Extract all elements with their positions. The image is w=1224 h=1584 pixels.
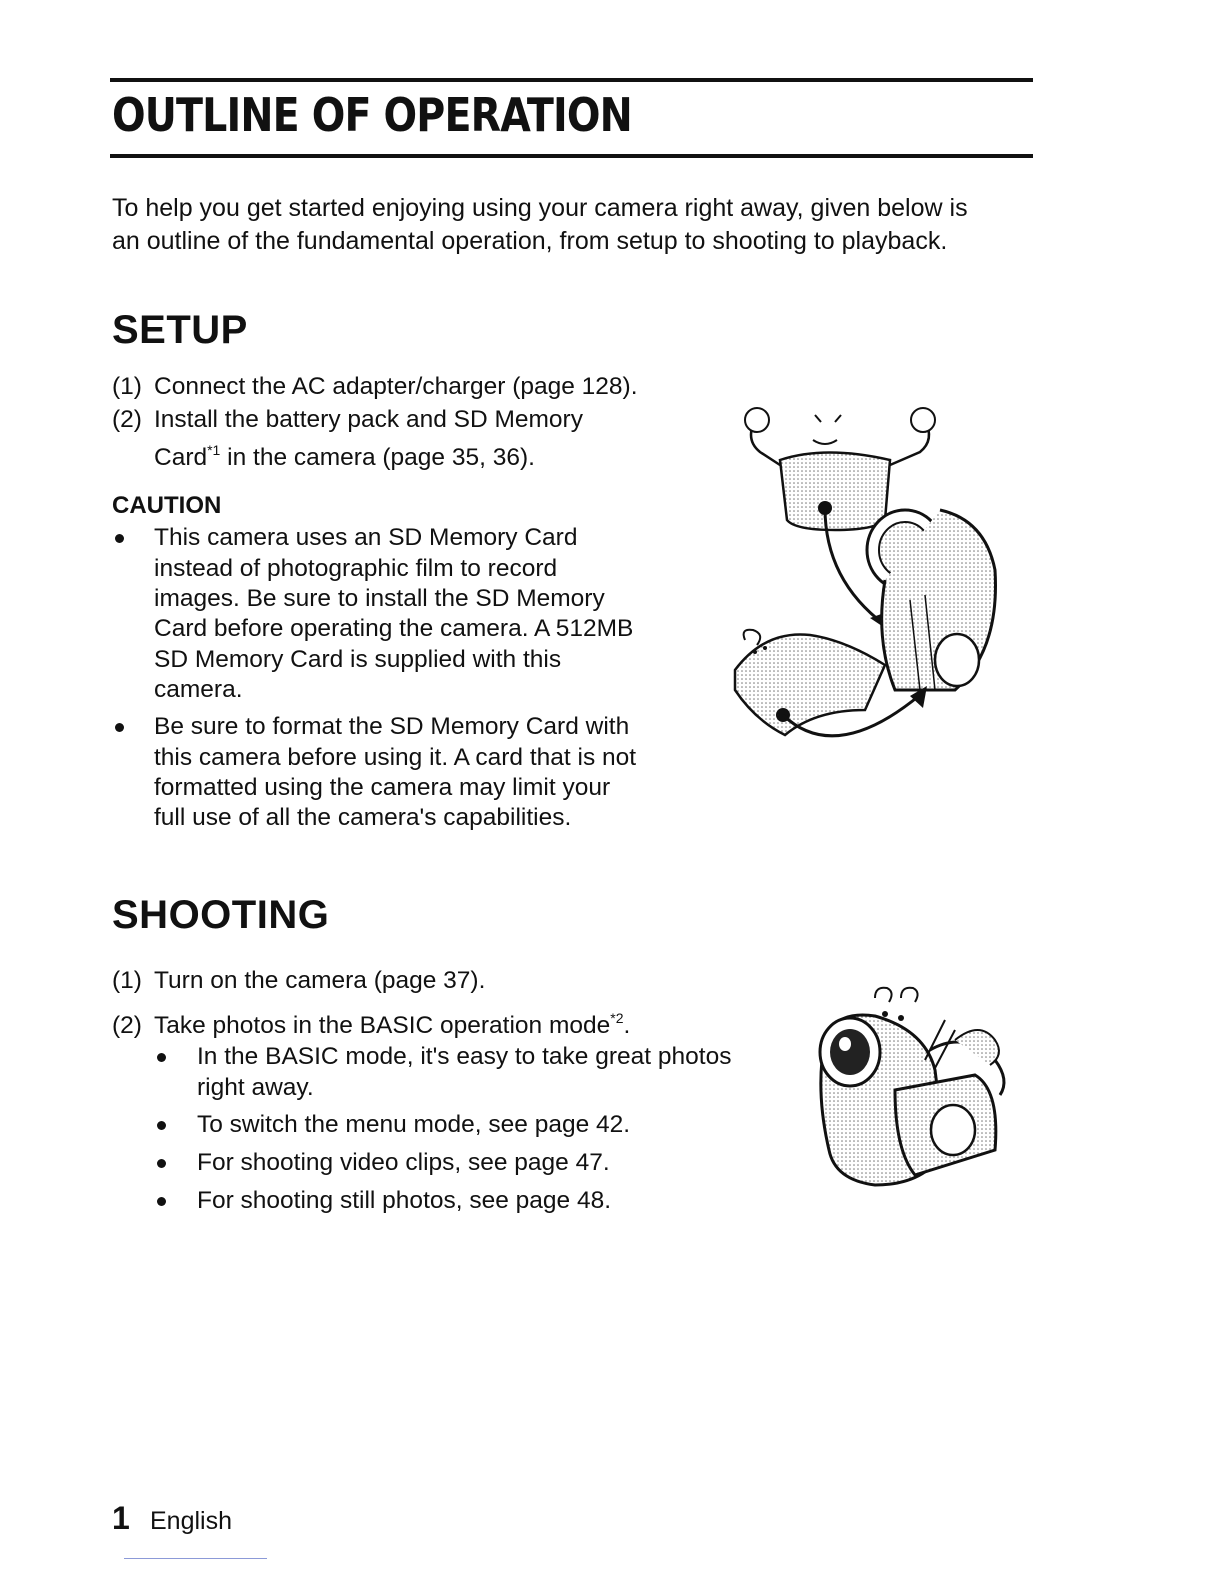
shooting-step-1 xyxy=(112,967,485,995)
title-rule-bottom xyxy=(110,154,1033,158)
caution1-line: camera. xyxy=(154,676,243,703)
camera-card-insert-illustration xyxy=(725,390,1015,770)
bullet-dot xyxy=(115,534,124,543)
step-text: Take photos in the BASIC operation mode xyxy=(154,1012,611,1039)
step-text: in the camera (page 35, 36). xyxy=(220,444,535,471)
step-text: Connect the AC adapter/charger (page 128). xyxy=(154,373,638,400)
caution2-line: full use of all the camera's capabilities. xyxy=(154,804,572,831)
caution1-line: Card before operating the camera. A 512MB xyxy=(154,615,634,642)
bullet-dot xyxy=(157,1159,166,1168)
shooting-bullet-line: For shooting video clips, see page 47. xyxy=(197,1149,610,1176)
camera-mascot-illustration xyxy=(805,980,1020,1195)
footnote-mark: *2 xyxy=(610,1010,624,1026)
shooting-step-2 xyxy=(112,1012,630,1040)
step-number: (1) xyxy=(112,967,142,994)
step-text: Card xyxy=(154,444,208,471)
caution1-line: images. Be sure to install the SD Memory xyxy=(154,585,605,612)
caution2-line: Be sure to format the SD Memory Card with xyxy=(154,713,630,740)
footer-language: English xyxy=(150,1507,232,1535)
bullet-dot xyxy=(157,1197,166,1206)
setup-heading: SETUP xyxy=(112,308,248,352)
step-number: (2) xyxy=(112,1012,142,1039)
page-title: OUTLINE OF OPERATION xyxy=(112,88,632,142)
footnote-mark: *1 xyxy=(207,442,221,458)
setup-step-1 xyxy=(112,373,638,401)
shooting-bullet-line: For shooting still photos, see page 48. xyxy=(197,1187,612,1214)
step-text: Turn on the camera (page 37). xyxy=(154,967,486,994)
caution1-line: SD Memory Card is supplied with this xyxy=(154,646,562,673)
shooting-bullet-line: To switch the menu mode, see page 42. xyxy=(197,1111,631,1138)
footer-rule xyxy=(124,1558,267,1559)
caution1-line: This camera uses an SD Memory Card xyxy=(154,524,578,551)
bullet-dot xyxy=(157,1053,166,1062)
step-text: Install the battery pack and SD Memory xyxy=(154,406,583,433)
bullet-dot xyxy=(157,1121,166,1130)
caution1-line: instead of photographic film to record xyxy=(154,555,558,582)
setup-step-2 xyxy=(112,406,583,434)
shooting-bullet-line: In the BASIC mode, it's easy to take great photos xyxy=(197,1043,732,1070)
title-rule-top xyxy=(110,78,1033,82)
caution-heading: CAUTION xyxy=(112,492,222,519)
step-text: . xyxy=(623,1012,631,1039)
shooting-bullet-line: right away. xyxy=(197,1074,314,1101)
step-number: (1) xyxy=(112,373,142,400)
intro-line-2: an outline of the fundamental operation, from setup to shooting to playback. xyxy=(112,227,948,255)
shooting-heading: SHOOTING xyxy=(112,893,330,937)
step-number: (2) xyxy=(112,406,142,433)
intro-line-1: To help you get started enjoying using your camera right away, given below is xyxy=(112,194,968,222)
caution2-line: formatted using the camera may limit your xyxy=(154,774,611,801)
setup-step-2-cont xyxy=(154,444,535,472)
caution2-line: this camera before using it. A card that is not xyxy=(154,744,637,771)
page-number: 1 xyxy=(112,1500,130,1536)
bullet-dot xyxy=(115,723,124,732)
